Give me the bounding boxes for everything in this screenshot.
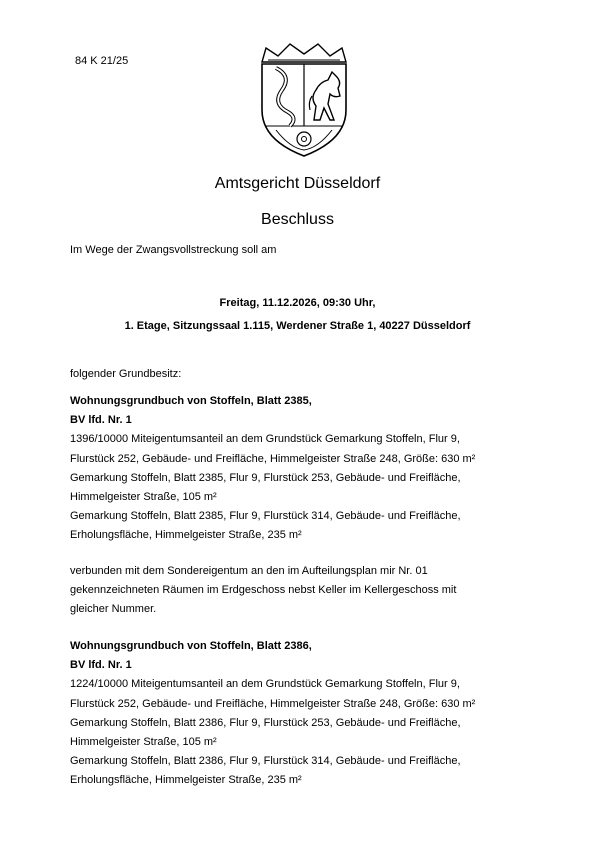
- entry-line: Himmelgeister Straße, 105 m²: [70, 736, 217, 749]
- entry-line: Flurstück 252, Gebäude- und Freifläche, Himmelgeister Straße 248, Größe: 630 m²: [70, 452, 476, 465]
- note-line: gleicher Nummer.: [70, 603, 157, 616]
- document-title: Beschluss: [261, 211, 334, 228]
- note-line: gekennzeichneten Räumen im Erdgeschoss nebst Keller im Kellergeschoss mit: [70, 584, 457, 597]
- entry-line: 1224/10000 Miteigentumsanteil an dem Grundstück Gemarkung Stoffeln, Flur 9,: [70, 678, 460, 691]
- entry-line: Erholungsfläche, Himmelgeister Straße, 235 m²: [70, 529, 302, 542]
- property-entry-2: [70, 637, 540, 791]
- appointment-location: 1. Etage, Sitzungssaal 1.115, Werdener Straße 1, 40227 Düsseldorf: [124, 320, 471, 332]
- entry-line: Gemarkung Stoffeln, Blatt 2385, Flur 9, Flurstück 314, Gebäude- und Freifläche,: [70, 510, 461, 523]
- entry-number: BV lfd. Nr. 1: [70, 659, 132, 672]
- entry-line: Gemarkung Stoffeln, Blatt 2386, Flur 9, Flurstück 314, Gebäude- und Freifläche,: [70, 755, 461, 768]
- entry-heading: Wohnungsgrundbuch von Stoffeln, Blatt 2385,: [70, 395, 312, 407]
- intro-text: Im Wege der Zwangsvollstreckung soll am: [70, 244, 277, 256]
- property-lead-text: folgender Grundbesitz:: [70, 368, 182, 380]
- nrw-coat-of-arms-icon: [254, 40, 354, 158]
- entry-line: Erholungsfläche, Himmelgeister Straße, 235 m²: [70, 774, 302, 787]
- note-line: verbunden mit dem Sondereigentum an den im Aufteilungsplan mir Nr. 01: [70, 565, 428, 577]
- file-number: 84 K 21/25: [75, 55, 129, 67]
- entry-line: Flurstück 252, Gebäude- und Freifläche, Himmelgeister Straße 248, Größe: 630 m²: [70, 697, 476, 710]
- appointment-date-time: Freitag, 11.12.2026, 09:30 Uhr,: [219, 297, 376, 309]
- entry-line: Gemarkung Stoffeln, Blatt 2386, Flur 9, Flurstück 253, Gebäude- und Freifläche,: [70, 716, 461, 729]
- entry-number: BV lfd. Nr. 1: [70, 414, 132, 427]
- entry-heading: Wohnungsgrundbuch von Stoffeln, Blatt 2386,: [70, 640, 312, 652]
- entry-line: Himmelgeister Straße, 105 m²: [70, 491, 217, 504]
- entry-line: 1396/10000 Miteigentumsanteil an dem Grundstück Gemarkung Stoffeln, Flur 9,: [70, 433, 460, 446]
- property-entry-1: [70, 392, 540, 546]
- entry-line: Gemarkung Stoffeln, Blatt 2385, Flur 9, Flurstück 253, Gebäude- und Freifläche,: [70, 471, 461, 484]
- court-name: Amtsgericht Düsseldorf: [214, 175, 381, 192]
- special-property-note: [70, 562, 540, 620]
